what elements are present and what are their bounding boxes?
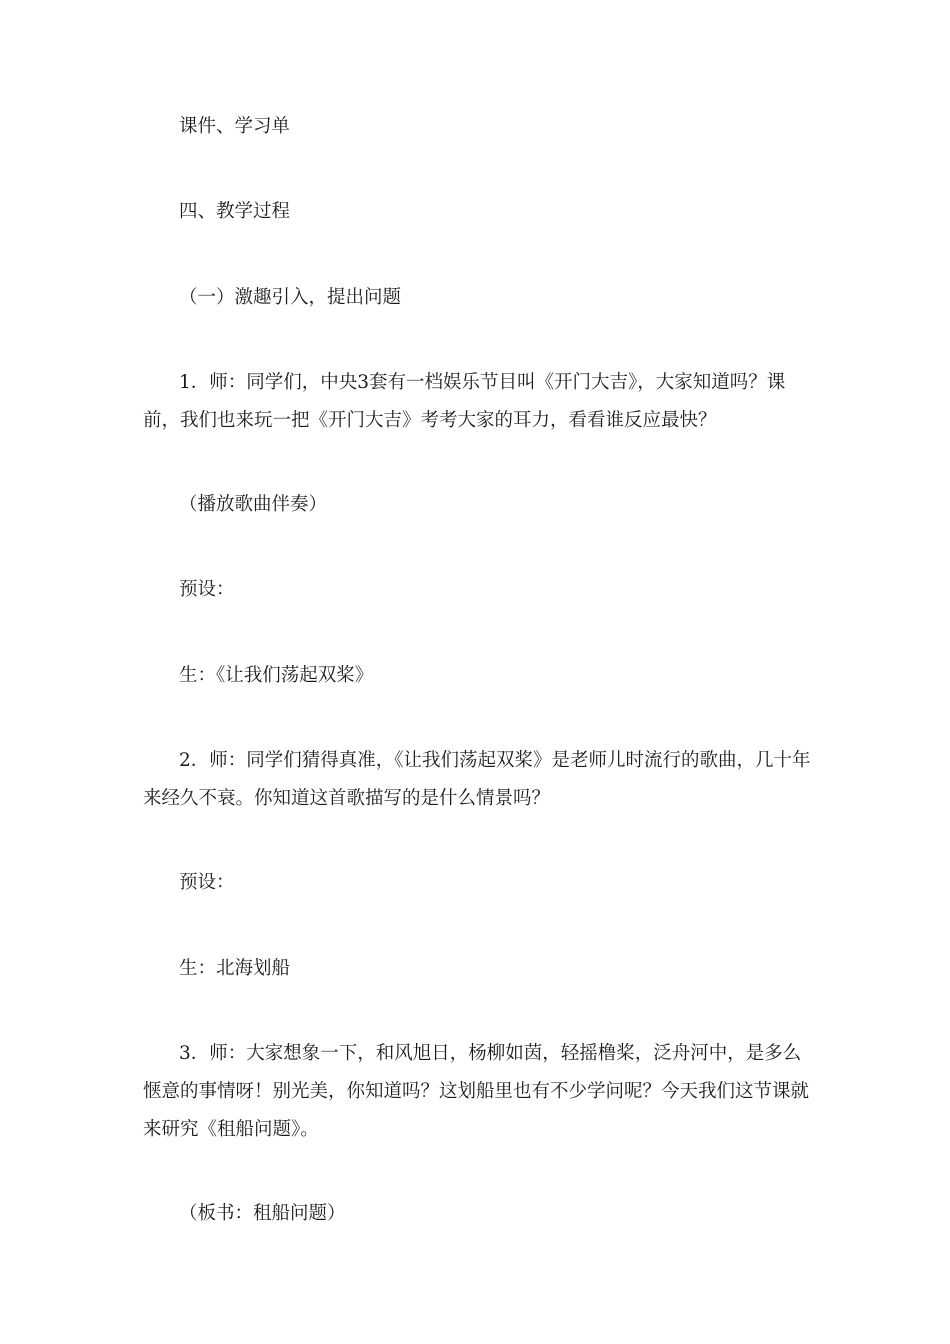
paragraph-teacher-3: 3．师：大家想象一下，和风旭日，杨柳如茵，轻摇橹桨，泛舟河中，是多么惬意的事情呀！别光美，你知道吗？这划船里也有不少学问呢？今天我们这节课就来研究《租船问题》。 (143, 1043, 810, 1140)
paragraph-teacher-2: 2．师：同学们猜得真准，《让我们荡起双桨》是老师儿时流行的歌曲，几十年来经久不衰。你知道这首歌描写的是什么情景吗？ (143, 750, 811, 809)
paragraph-materials: 课件、学习单 (179, 116, 291, 137)
paragraph-student-2: 生：北海划船 (179, 958, 291, 979)
paragraph-teacher-1: 1．师：同学们，中央3套有一档娱乐节目叫《开门大吉》，大家知道吗？课前，我们也来玩一把《开门大吉》考考大家的耳力，看看谁反应最快？ (143, 372, 786, 431)
paragraph-student-1: 生：《让我们荡起双桨》 (179, 665, 374, 686)
section-heading-teaching-process: 四、教学过程 (179, 201, 291, 222)
paragraph-preset-1: 预设： (179, 579, 235, 600)
subsection-heading-intro: （一）激趣引入，提出问题 (179, 287, 402, 308)
paragraph-preset-2: 预设： (179, 872, 235, 893)
paragraph-board-note: （板书：租船问题） (179, 1203, 346, 1224)
paragraph-play-music: （播放歌曲伴奏） (179, 494, 328, 515)
